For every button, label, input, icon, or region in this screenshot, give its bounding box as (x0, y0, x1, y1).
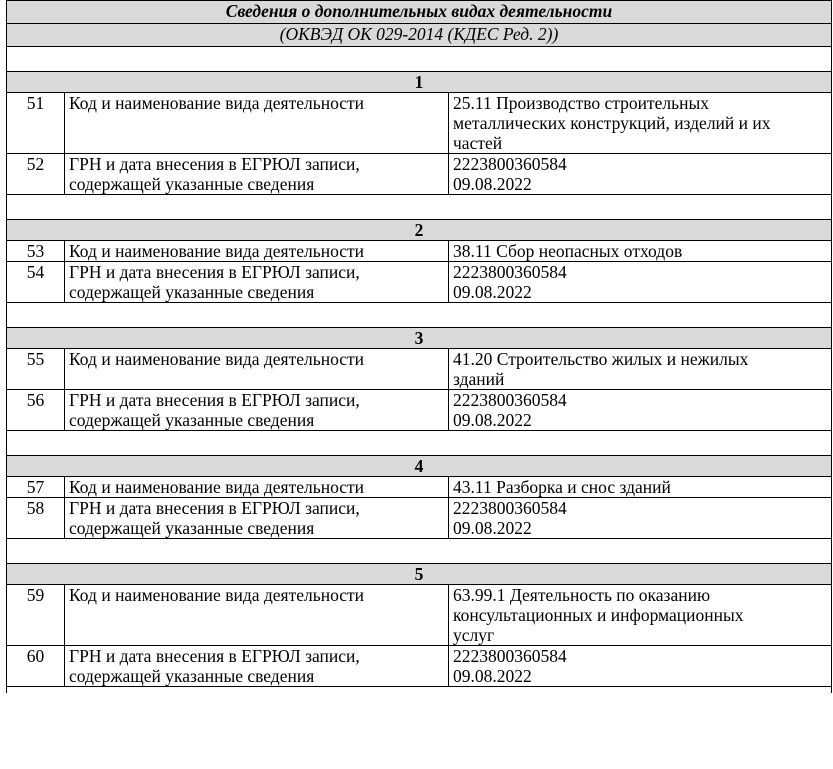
table-tail-row (7, 687, 832, 694)
grn-value (449, 646, 832, 687)
grn-label-line: содержащей указанные сведения (69, 174, 315, 194)
group-header-row (7, 72, 832, 93)
table-row (7, 646, 832, 687)
activity-value (449, 349, 832, 390)
activity-value-line: 25.11 Производство строительных (453, 93, 709, 113)
row-number: 58 (7, 498, 65, 539)
grn-label-line: содержащей указанные сведения (69, 410, 315, 430)
table-row (7, 262, 832, 303)
table-title: Сведения о дополнительных видах деятельности (7, 1, 832, 24)
activity-label: Код и наименование вида деятельности (65, 349, 449, 390)
grn-label-line: ГРН и дата внесения в ЕГРЮЛ записи, (69, 646, 360, 666)
spacer-cell (7, 195, 832, 220)
group-spacer-row (7, 431, 832, 456)
grn-value (449, 390, 832, 431)
table-row (7, 241, 832, 262)
row-number: 56 (7, 390, 65, 431)
grn-value (449, 262, 832, 303)
activity-value-line: 38.11 Сбор неопасных отходов (453, 241, 683, 261)
spacer-cell (7, 47, 832, 72)
grn-label (65, 262, 449, 303)
activity-value-line: частей (453, 133, 503, 153)
grn-label-line: содержащей указанные сведения (69, 518, 315, 538)
activity-label: Код и наименование вида деятельности (65, 477, 449, 498)
grn-label-line: ГРН и дата внесения в ЕГРЮЛ записи, (69, 262, 360, 282)
row-number: 52 (7, 154, 65, 195)
grn-label (65, 646, 449, 687)
grn-label (65, 498, 449, 539)
row-number: 54 (7, 262, 65, 303)
row-number: 51 (7, 93, 65, 154)
grn-date: 09.08.2022 (453, 410, 532, 430)
grn-number: 2223800360584 (453, 262, 567, 282)
grn-value (449, 498, 832, 539)
grn-label (65, 154, 449, 195)
activity-value-line: металлических конструкций, изделий и их (453, 113, 771, 133)
group-number: 5 (7, 564, 832, 585)
row-number: 57 (7, 477, 65, 498)
group-header-row (7, 564, 832, 585)
group-header-row (7, 456, 832, 477)
spacer-cell (7, 303, 832, 328)
grn-date: 09.08.2022 (453, 282, 532, 302)
activity-label: Код и наименование вида деятельности (65, 585, 449, 646)
tail-cell (7, 687, 832, 694)
grn-date: 09.08.2022 (453, 174, 532, 194)
activity-value (449, 585, 832, 646)
grn-label (65, 390, 449, 431)
activity-label: Код и наименование вида деятельности (65, 241, 449, 262)
grn-number: 2223800360584 (453, 390, 567, 410)
group-header-row (7, 220, 832, 241)
group-spacer-row (7, 539, 832, 564)
table-subtitle: (ОКВЭД ОК 029-2014 (КДЕС Ред. 2)) (7, 24, 832, 47)
table-title-row (7, 1, 832, 24)
table-row (7, 585, 832, 646)
grn-value (449, 154, 832, 195)
table-row (7, 93, 832, 154)
grn-label-line: ГРН и дата внесения в ЕГРЮЛ записи, (69, 154, 360, 174)
activity-value-line: консультационных и информационных (453, 605, 744, 625)
group-number: 1 (7, 72, 832, 93)
group-number: 2 (7, 220, 832, 241)
activity-value-line: 63.99.1 Деятельность по оказанию (453, 585, 711, 605)
table-row (7, 390, 832, 431)
row-number: 60 (7, 646, 65, 687)
group-number: 3 (7, 328, 832, 349)
additional-activities-table (6, 0, 832, 693)
activity-label: Код и наименование вида деятельности (65, 93, 449, 154)
table-row (7, 477, 832, 498)
activity-value (449, 477, 832, 498)
activity-value (449, 241, 832, 262)
grn-label-line: содержащей указанные сведения (69, 282, 315, 302)
activity-value-line: зданий (453, 369, 505, 389)
grn-label-line: ГРН и дата внесения в ЕГРЮЛ записи, (69, 390, 360, 410)
table-row (7, 154, 832, 195)
group-spacer-row (7, 47, 832, 72)
row-number: 59 (7, 585, 65, 646)
group-spacer-row (7, 303, 832, 328)
grn-number: 2223800360584 (453, 154, 567, 174)
group-header-row (7, 328, 832, 349)
table-row (7, 498, 832, 539)
group-number: 4 (7, 456, 832, 477)
spacer-cell (7, 431, 832, 456)
grn-date: 09.08.2022 (453, 518, 532, 538)
table-subtitle-row (7, 24, 832, 47)
activity-value-line: 41.20 Строительство жилых и нежилых (453, 349, 749, 369)
grn-number: 2223800360584 (453, 498, 567, 518)
grn-label-line: содержащей указанные сведения (69, 666, 315, 686)
row-number: 53 (7, 241, 65, 262)
row-number: 55 (7, 349, 65, 390)
activity-value-line: услуг (453, 625, 495, 645)
table-row (7, 349, 832, 390)
grn-date: 09.08.2022 (453, 666, 532, 686)
group-spacer-row (7, 195, 832, 220)
grn-label-line: ГРН и дата внесения в ЕГРЮЛ записи, (69, 498, 360, 518)
spacer-cell (7, 539, 832, 564)
activity-value-line: 43.11 Разборка и снос зданий (453, 477, 671, 497)
grn-number: 2223800360584 (453, 646, 567, 666)
activity-value (449, 93, 832, 154)
